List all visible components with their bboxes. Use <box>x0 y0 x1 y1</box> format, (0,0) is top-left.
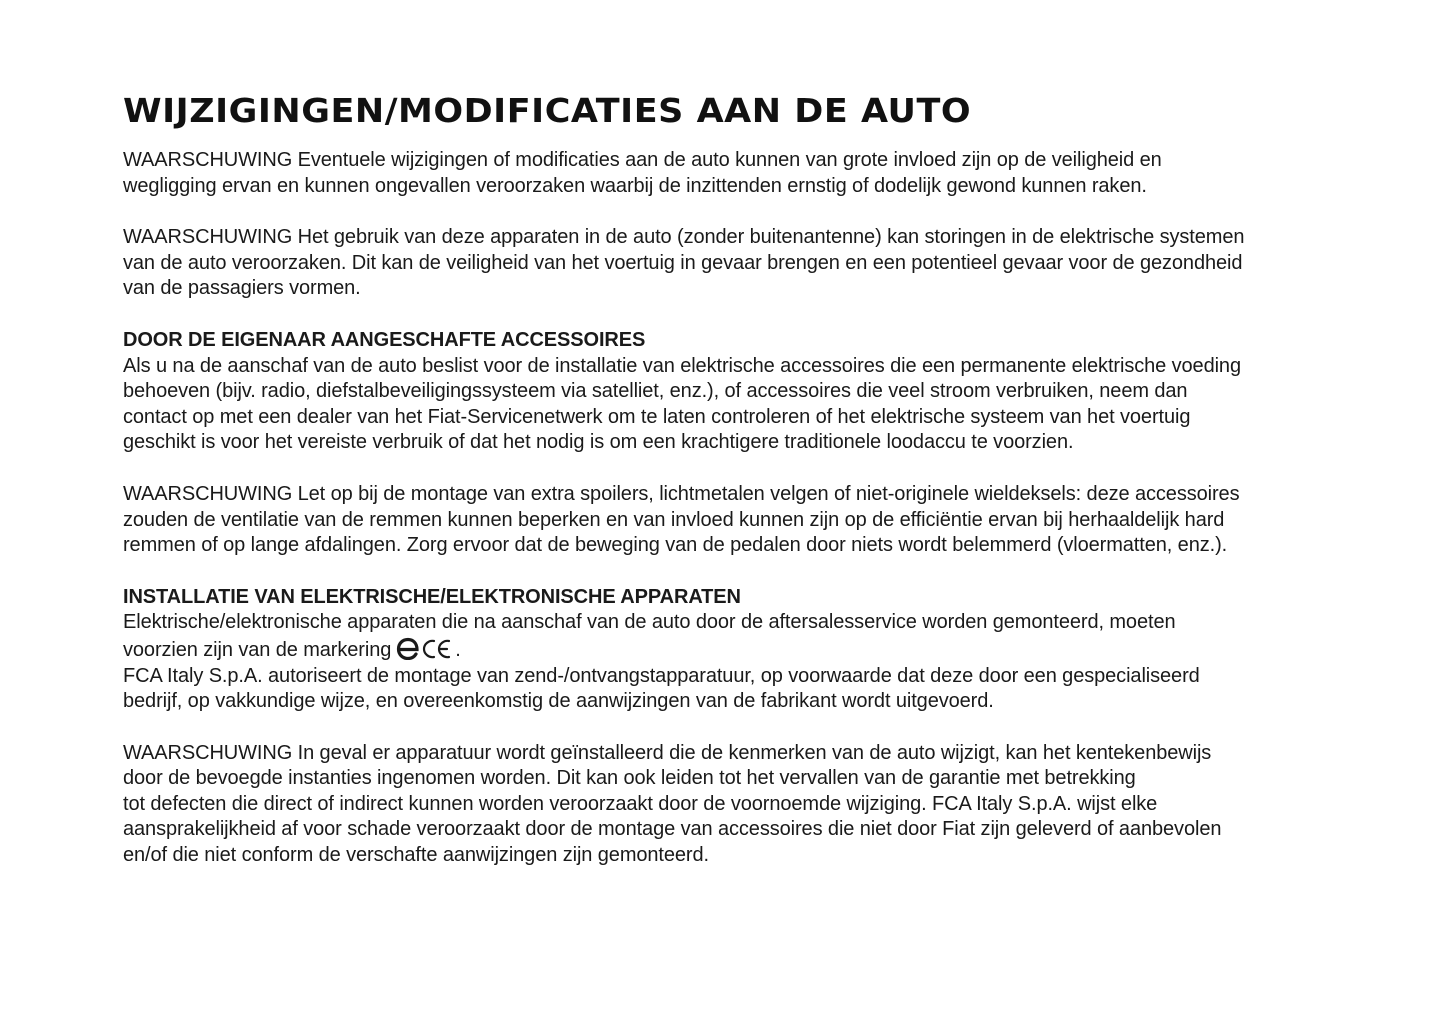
text-line: Elektrische/elektronische apparaten die na aanschaf van de auto door de aftersalesservice worden gemonteerd, moeten <box>123 611 1176 634</box>
warning-registration <box>123 741 1303 869</box>
text-line: en/of die niet conform de verschafte aanwijzingen zijn gemonteerd. <box>123 844 709 867</box>
text-fragment: . <box>455 638 461 661</box>
text-line: door de bevoegde instanties ingenomen worden. Dit kan ook leiden tot het vervallen van de garantie met betrekking <box>123 767 1136 790</box>
text-fragment: voorzien zijn van de markering <box>123 638 392 661</box>
e-ce-marking-icon <box>395 636 455 660</box>
section-installation <box>123 585 1303 715</box>
page-title: WIJZIGINGEN/MODIFICATIES AAN DE AUTO <box>123 91 972 130</box>
document-page <box>123 88 1303 895</box>
text-line: WAARSCHUWING Het gebruik van deze apparaten in de auto (zonder buitenantenne) kan storingen in de elektrische systemen <box>123 226 1245 249</box>
text-line: tot defecten die direct of indirect kunnen worden veroorzaakt door de voornoemde wijziging. FCA Italy S.p.A. wijst elke <box>123 792 1158 815</box>
text-line: contact op met een dealer van het Fiat-Servicenetwerk om te laten controleren of het elektrische systeem van het voertuig <box>123 405 1191 428</box>
text-line: FCA Italy S.p.A. autoriseert de montage van zend-/ontvangstapparatuur, op voorwaarde dat deze door een gespecialiseerd <box>123 664 1200 687</box>
section-accessories <box>123 328 1303 456</box>
text-line: aansprakelijkheid af voor schade veroorzaakt door de montage van accessoires die niet door Fiat zijn geleverd of aanbevolen <box>123 818 1222 841</box>
text-line: geschikt is voor het vereiste verbruik of dat het nodig is om een krachtigere traditionele loodaccu te voorzien. <box>123 431 1074 454</box>
warning-spoilers <box>123 482 1303 559</box>
text-line-with-marking <box>123 636 1303 664</box>
text-line: Als u na de aanschaf van de auto beslist voor de installatie van elektrische accessoires die een permanente elektrische voeding <box>123 354 1241 377</box>
section-heading: DOOR DE EIGENAAR AANGESCHAFTE ACCESSOIRES <box>123 328 646 351</box>
text-line: WAARSCHUWING Let op bij de montage van extra spoilers, lichtmetalen velgen of niet-originele wieldeksels: deze accessoires <box>123 482 1240 505</box>
text-line: bedrijf, op vakkundige wijze, en overeenkomstig de aanwijzingen van de fabrikant wordt uitgevoerd. <box>123 690 994 713</box>
section-heading: INSTALLATIE VAN ELEKTRISCHE/ELEKTRONISCHE APPARATEN <box>123 585 741 608</box>
text-line: van de auto veroorzaken. Dit kan de veiligheid van het voertuig in gevaar brengen en een potentieel gevaar voor de gezondheid <box>123 251 1243 274</box>
text-line: WAARSCHUWING In geval er apparatuur wordt geïnstalleerd die de kenmerken van de auto wijzigt, kan het kentekenbewijs <box>123 741 1212 764</box>
text-line: wegligging ervan en kunnen ongevallen veroorzaken waarbij de inzittenden ernstig of dodelijk gewond kunnen raken. <box>123 174 1147 197</box>
text-line: WAARSCHUWING Eventuele wijzigingen of modificaties aan de auto kunnen van grote invloed zijn op de veiligheid en <box>123 149 1162 171</box>
warning-interference <box>123 225 1303 302</box>
text-line: behoeven (bijv. radio, diefstalbeveiligingssysteem via satelliet, enz.), of accessoires die veel stroom verbruiken, neem dan <box>123 380 1188 403</box>
text-line: van de passagiers vormen. <box>123 277 361 300</box>
text-line: zouden de ventilatie van de remmen kunnen beperken en van invloed kunnen zijn op de efficiëntie ervan bij herhaaldelijk hard <box>123 508 1225 531</box>
text-line: remmen of op lange afdalingen. Zorg ervoor dat de beweging van de pedalen door niets wordt belemmerd (vloermatten, enz.). <box>123 534 1228 557</box>
warning-modifications <box>123 148 1303 199</box>
